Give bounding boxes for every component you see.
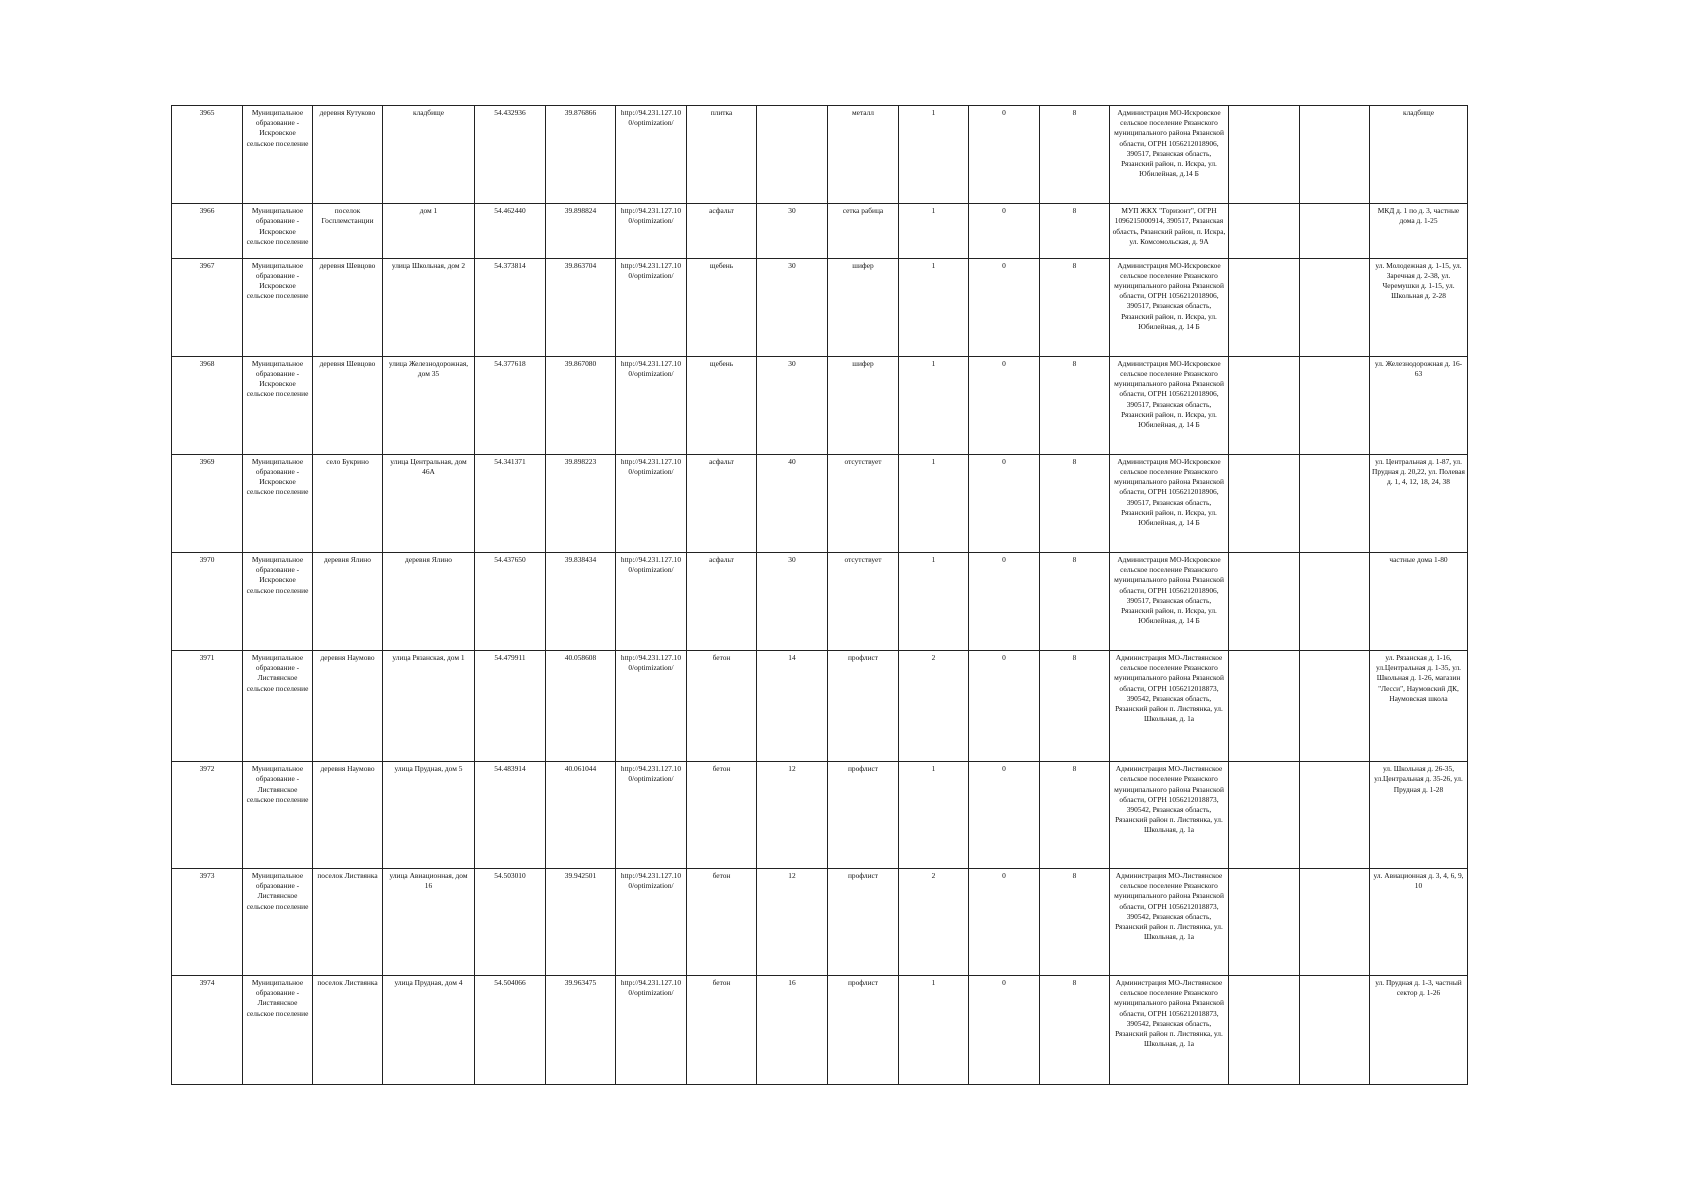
municipality-cell: Муниципальное образование - Листвянское сельское поселение (243, 651, 313, 762)
address-cell: кладбище (383, 106, 475, 204)
longitude-cell: 40.058608 (546, 651, 616, 762)
area-cell: 30 (757, 204, 828, 259)
area-cell: 12 (757, 869, 828, 976)
latitude-cell: 54.479911 (475, 651, 546, 762)
record-number-cell: 3965 (172, 106, 243, 204)
settlement-cell: поселок Листвянка (313, 975, 383, 1084)
table-row (172, 454, 1468, 552)
municipality-cell: Муниципальное образование - Листвянское сельское поселение (243, 869, 313, 976)
empty-cell (1229, 258, 1300, 356)
latitude-cell: 54.504066 (475, 975, 546, 1084)
longitude-cell: 39.838434 (546, 552, 616, 650)
latitude-cell: 54.341371 (475, 454, 546, 552)
address-cell: улица Прудная, дом 4 (383, 975, 475, 1084)
address-cell: улица Школьная, дом 2 (383, 258, 475, 356)
empty-cell (1229, 204, 1300, 259)
address-cell: улица Центральная, дом 46А (383, 454, 475, 552)
surface-type-cell: асфальт (687, 204, 757, 259)
settlement-cell: деревня Ялино (313, 552, 383, 650)
empty-cell (1229, 356, 1300, 454)
owner-info-cell: Администрация МО-Искровское сельское поселение Рязанского муниципального района Рязанской области, ОГРН 1056212018906, 390517, Рязанская область, Рязанский район, п. Искра, ул. Юбилейная, д. 14 Б (1110, 258, 1229, 356)
area-cell: 30 (757, 356, 828, 454)
surface-type-cell: щебень (687, 258, 757, 356)
latitude-cell: 54.377618 (475, 356, 546, 454)
municipality-cell: Муниципальное образование - Искровское сельское поселение (243, 258, 313, 356)
empty-cell (1300, 869, 1370, 976)
fence-material-cell: отсутствует (828, 552, 899, 650)
container-volume-cell: 8 (1040, 552, 1110, 650)
settlement-cell: поселок Госплемстанции (313, 204, 383, 259)
longitude-cell: 39.898223 (546, 454, 616, 552)
empty-cell (1300, 762, 1370, 869)
municipality-cell: Муниципальное образование - Листвянское сельское поселение (243, 975, 313, 1084)
container-count-cell: 2 (899, 869, 969, 976)
container-count-cell: 1 (899, 454, 969, 552)
empty-cell (1229, 106, 1300, 204)
waste-site-registry-table (171, 105, 1468, 1085)
owner-info-cell: Администрация МО-Листвянское сельское поселение Рязанского муниципального района Рязанской области, ОГРН 1056212018873, 390542, Рязанская область, Рязанский район п. Листвянка, ул. Школьная, д. 1а (1110, 869, 1229, 976)
waste-sources-cell: ул. Центральная д. 1-87, ул. Прудная д. 20,22, ул. Полевая д. 1, 4, 12, 18, 24, 38 (1370, 454, 1468, 552)
fence-material-cell: шифер (828, 258, 899, 356)
owner-info-cell: Администрация МО-Искровское сельское поселение Рязанского муниципального района Рязанской области, ОГРН 1056212018906, 390517, Рязанская область, Рязанский район, п. Искра, ул. Юбилейная, д. 14 Б (1110, 356, 1229, 454)
surface-type-cell: асфальт (687, 454, 757, 552)
waste-sources-cell: ул. Рязанская д. 1-16, ул.Центральная д. 1-35, ул. Школьная д. 1-26, магазин "Лесси", Наумовский ДК, Наумовская школа (1370, 651, 1468, 762)
table-row (172, 651, 1468, 762)
address-cell: деревня Ялино (383, 552, 475, 650)
map-link-cell[interactable]: http://94.231.127.10 0/optimization/ (616, 258, 687, 356)
address-cell: улица Авиационная, дом 16 (383, 869, 475, 976)
table-row (172, 204, 1468, 259)
container-count-cell: 1 (899, 356, 969, 454)
table-row (172, 258, 1468, 356)
table-row (172, 762, 1468, 869)
waste-sources-cell: МКД д. 1 по д. 3, частные дома д. 1-25 (1370, 204, 1468, 259)
waste-sources-cell: ул. Школьная д. 26-35, ул.Центральная д. 35-26, ул. Прудная д. 1-28 (1370, 762, 1468, 869)
registry-sheet (171, 105, 1465, 1085)
surface-type-cell: плитка (687, 106, 757, 204)
settlement-cell: деревня Наумово (313, 762, 383, 869)
waste-sources-cell: ул. Авиационная д. 3, 4, 6, 9, 10 (1370, 869, 1468, 976)
longitude-cell: 39.876866 (546, 106, 616, 204)
municipality-cell: Муниципальное образование - Искровское сельское поселение (243, 454, 313, 552)
bunker-count-cell: 0 (969, 651, 1040, 762)
empty-cell (1229, 869, 1300, 976)
record-number-cell: 3969 (172, 454, 243, 552)
container-volume-cell: 8 (1040, 869, 1110, 976)
surface-type-cell: бетон (687, 975, 757, 1084)
area-cell: 30 (757, 552, 828, 650)
table-row (172, 975, 1468, 1084)
owner-info-cell: Администрация МО-Листвянское сельское поселение Рязанского муниципального района Рязанской области, ОГРН 1056212018873, 390542, Рязанская область, Рязанский район п. Листвянка, ул. Школьная, д. 1а (1110, 762, 1229, 869)
latitude-cell: 54.503010 (475, 869, 546, 976)
municipality-cell: Муниципальное образование - Искровское сельское поселение (243, 552, 313, 650)
surface-type-cell: асфальт (687, 552, 757, 650)
container-volume-cell: 8 (1040, 651, 1110, 762)
container-count-cell: 1 (899, 552, 969, 650)
bunker-count-cell: 0 (969, 869, 1040, 976)
address-cell: дом 1 (383, 204, 475, 259)
empty-cell (1300, 552, 1370, 650)
settlement-cell: деревня Шевцово (313, 258, 383, 356)
map-link-cell[interactable]: http://94.231.127.10 0/optimization/ (616, 552, 687, 650)
latitude-cell: 54.437650 (475, 552, 546, 650)
surface-type-cell: бетон (687, 651, 757, 762)
map-link-cell[interactable]: http://94.231.127.10 0/optimization/ (616, 454, 687, 552)
table-row (172, 106, 1468, 204)
empty-cell (1229, 552, 1300, 650)
record-number-cell: 3966 (172, 204, 243, 259)
map-link-cell[interactable]: http://94.231.127.10 0/optimization/ (616, 356, 687, 454)
container-count-cell: 1 (899, 975, 969, 1084)
longitude-cell: 39.963475 (546, 975, 616, 1084)
owner-info-cell: Администрация МО-Искровское сельское поселение Рязанского муниципального района Рязанской области, ОГРН 1056212018906, 390517, Рязанская область, Рязанский район, п. Искра, ул. Юбилейная, д.14 Б (1110, 106, 1229, 204)
container-volume-cell: 8 (1040, 258, 1110, 356)
record-number-cell: 3971 (172, 651, 243, 762)
map-link-cell[interactable]: http://94.231.127.10 0/optimization/ (616, 204, 687, 259)
map-link-cell[interactable]: http://94.231.127.10 0/optimization/ (616, 975, 687, 1084)
waste-sources-cell: ул. Молодежная д. 1-15, ул. Заречная д. 2-38, ул. Черемушки д. 1-15, ул. Школьная д. 2-28 (1370, 258, 1468, 356)
address-cell: улица Прудная, дом 5 (383, 762, 475, 869)
fence-material-cell: сетка рабица (828, 204, 899, 259)
municipality-cell: Муниципальное образование - Искровское сельское поселение (243, 356, 313, 454)
waste-sources-cell: частные дома 1-80 (1370, 552, 1468, 650)
latitude-cell: 54.373814 (475, 258, 546, 356)
latitude-cell: 54.432936 (475, 106, 546, 204)
empty-cell (1229, 762, 1300, 869)
area-cell (757, 106, 828, 204)
container-volume-cell: 8 (1040, 762, 1110, 869)
fence-material-cell: профлист (828, 762, 899, 869)
empty-cell (1300, 106, 1370, 204)
owner-info-cell: Администрация МО-Искровское сельское поселение Рязанского муниципального района Рязанской области, ОГРН 1056212018906, 390517, Рязанская область, Рязанский район, п. Искра, ул. Юбилейная, д. 14 Б (1110, 552, 1229, 650)
container-volume-cell: 8 (1040, 356, 1110, 454)
address-cell: улица Железнодорожная, дом 35 (383, 356, 475, 454)
fence-material-cell: шифер (828, 356, 899, 454)
surface-type-cell: бетон (687, 762, 757, 869)
empty-cell (1300, 651, 1370, 762)
latitude-cell: 54.462440 (475, 204, 546, 259)
record-number-cell: 3974 (172, 975, 243, 1084)
container-count-cell: 1 (899, 106, 969, 204)
settlement-cell: поселок Листвянка (313, 869, 383, 976)
surface-type-cell: бетон (687, 869, 757, 976)
fence-material-cell: отсутствует (828, 454, 899, 552)
waste-sources-cell: кладбище (1370, 106, 1468, 204)
bunker-count-cell: 0 (969, 975, 1040, 1084)
empty-cell (1300, 356, 1370, 454)
fence-material-cell: профлист (828, 869, 899, 976)
surface-type-cell: щебень (687, 356, 757, 454)
container-volume-cell: 8 (1040, 204, 1110, 259)
empty-cell (1300, 454, 1370, 552)
area-cell: 12 (757, 762, 828, 869)
municipality-cell: Муниципальное образование - Листвянское сельское поселение (243, 762, 313, 869)
waste-sources-cell: ул. Прудная д. 1-3, частный сектор д. 1-26 (1370, 975, 1468, 1084)
settlement-cell: деревня Наумово (313, 651, 383, 762)
longitude-cell: 39.898824 (546, 204, 616, 259)
owner-info-cell: Администрация МО-Листвянское сельское поселение Рязанского муниципального района Рязанской области, ОГРН 1056212018873, 390542, Рязанская область, Рязанский район п. Листвянка, ул. Школьная, д. 1а (1110, 975, 1229, 1084)
map-link-cell[interactable]: http://94.231.127.10 0/optimization/ (616, 651, 687, 762)
empty-cell (1300, 204, 1370, 259)
longitude-cell: 39.863704 (546, 258, 616, 356)
longitude-cell: 39.942501 (546, 869, 616, 976)
table-row (172, 552, 1468, 650)
record-number-cell: 3973 (172, 869, 243, 976)
bunker-count-cell: 0 (969, 356, 1040, 454)
container-count-cell: 2 (899, 651, 969, 762)
owner-info-cell: МУП ЖКХ "Горизонт", ОГРН 1096215000914, 390517, Рязанская область, Рязанский район, п. Искра, ул. Комсомольская, д. 9А (1110, 204, 1229, 259)
map-link-cell[interactable]: http://94.231.127.10 0/optimization/ (616, 762, 687, 869)
latitude-cell: 54.483914 (475, 762, 546, 869)
bunker-count-cell: 0 (969, 552, 1040, 650)
empty-cell (1300, 975, 1370, 1084)
container-count-cell: 1 (899, 762, 969, 869)
owner-info-cell: Администрация МО-Листвянское сельское поселение Рязанского муниципального района Рязанской области, ОГРН 1056212018873, 390542, Рязанская область, Рязанский район п. Листвянка, ул. Школьная, д. 1а (1110, 651, 1229, 762)
municipality-cell: Муниципальное образование - Искровское сельское поселение (243, 106, 313, 204)
settlement-cell: деревня Кутуково (313, 106, 383, 204)
container-count-cell: 1 (899, 204, 969, 259)
record-number-cell: 3972 (172, 762, 243, 869)
empty-cell (1300, 258, 1370, 356)
table-row (172, 869, 1468, 976)
settlement-cell: село Букрино (313, 454, 383, 552)
bunker-count-cell: 0 (969, 762, 1040, 869)
container-volume-cell: 8 (1040, 975, 1110, 1084)
record-number-cell: 3968 (172, 356, 243, 454)
fence-material-cell: профлист (828, 975, 899, 1084)
container-volume-cell: 8 (1040, 106, 1110, 204)
registry-table-body (172, 106, 1468, 1085)
address-cell: улица Рязанская, дом 1 (383, 651, 475, 762)
bunker-count-cell: 0 (969, 106, 1040, 204)
record-number-cell: 3967 (172, 258, 243, 356)
container-count-cell: 1 (899, 258, 969, 356)
empty-cell (1229, 975, 1300, 1084)
container-volume-cell: 8 (1040, 454, 1110, 552)
table-row (172, 356, 1468, 454)
record-number-cell: 3970 (172, 552, 243, 650)
bunker-count-cell: 0 (969, 204, 1040, 259)
map-link-cell[interactable]: http://94.231.127.10 0/optimization/ (616, 869, 687, 976)
longitude-cell: 39.867080 (546, 356, 616, 454)
area-cell: 16 (757, 975, 828, 1084)
longitude-cell: 40.061044 (546, 762, 616, 869)
map-link-cell[interactable]: http://94.231.127.10 0/optimization/ (616, 106, 687, 204)
empty-cell (1229, 651, 1300, 762)
area-cell: 40 (757, 454, 828, 552)
fence-material-cell: профлист (828, 651, 899, 762)
empty-cell (1229, 454, 1300, 552)
bunker-count-cell: 0 (969, 258, 1040, 356)
municipality-cell: Муниципальное образование - Искровское сельское поселение (243, 204, 313, 259)
settlement-cell: деревня Шевцово (313, 356, 383, 454)
owner-info-cell: Администрация МО-Искровское сельское поселение Рязанского муниципального района Рязанской области, ОГРН 1056212018906, 390517, Рязанская область, Рязанский район, п. Искра, ул. Юбилейная, д. 14 Б (1110, 454, 1229, 552)
bunker-count-cell: 0 (969, 454, 1040, 552)
fence-material-cell: металл (828, 106, 899, 204)
waste-sources-cell: ул. Железнодорожная д. 16-63 (1370, 356, 1468, 454)
area-cell: 14 (757, 651, 828, 762)
area-cell: 30 (757, 258, 828, 356)
